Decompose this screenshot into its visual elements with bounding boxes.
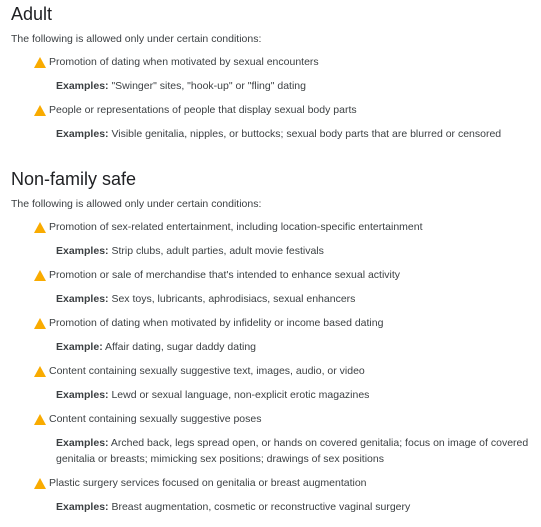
example-text bbox=[56, 126, 531, 142]
list-item bbox=[34, 268, 400, 282]
example-label: Examples: bbox=[56, 293, 109, 305]
example-text bbox=[56, 291, 531, 307]
example-text bbox=[56, 499, 531, 515]
example-label: Examples: bbox=[56, 437, 109, 449]
warning-icon bbox=[34, 414, 46, 425]
example-text bbox=[56, 339, 531, 355]
example-detail: Affair dating, sugar daddy dating bbox=[102, 341, 257, 353]
list-item bbox=[34, 220, 423, 234]
example-detail: Breast augmentation, cosmetic or reconstructive vaginal surgery bbox=[108, 501, 411, 513]
warning-icon bbox=[34, 105, 46, 116]
item-text: Promotion of dating when motivated by infidelity or income based dating bbox=[49, 317, 384, 329]
warning-icon bbox=[34, 222, 46, 233]
item-text: Promotion or sale of merchandise that's intended to enhance sexual activity bbox=[49, 269, 401, 281]
example-label: Examples: bbox=[56, 128, 109, 140]
example-label: Examples: bbox=[56, 389, 109, 401]
example-label: Examples: bbox=[56, 501, 109, 513]
list-item bbox=[34, 316, 383, 330]
warning-icon bbox=[34, 57, 46, 68]
example-detail: Strip clubs, adult parties, adult movie festivals bbox=[108, 245, 324, 257]
item-text: Content containing sexually suggestive text, images, audio, or video bbox=[49, 365, 365, 377]
warning-icon bbox=[34, 366, 46, 377]
example-detail: Arched back, legs spread open, or hands on covered genitalia; focus on image of covered genitalia or breasts; mimicking sex positions; drawings of sex positions bbox=[56, 437, 529, 465]
example-text bbox=[56, 435, 531, 467]
example-detail: Sex toys, lubricants, aphrodisiacs, sexual enhancers bbox=[108, 293, 356, 305]
list-item bbox=[34, 412, 261, 426]
example-detail: Lewd or sexual language, non-explicit erotic magazines bbox=[108, 389, 370, 401]
item-text: People or representations of people that display sexual body parts bbox=[49, 104, 357, 116]
warning-icon bbox=[34, 478, 46, 489]
example-label: Examples: bbox=[56, 245, 109, 257]
list-item bbox=[34, 364, 365, 378]
warning-icon bbox=[34, 318, 46, 329]
example-text bbox=[56, 78, 531, 94]
section-intro-adult: The following is allowed only under certain conditions: bbox=[11, 33, 262, 45]
section-title-adult: Adult bbox=[11, 4, 53, 24]
item-text: Promotion of dating when motivated by sexual encounters bbox=[49, 56, 319, 68]
list-item bbox=[34, 476, 367, 490]
example-detail: "Swinger" sites, "hook-up" or "fling" dating bbox=[108, 80, 306, 92]
list-item bbox=[34, 55, 319, 69]
example-label: Examples: bbox=[56, 80, 109, 92]
item-text: Content containing sexually suggestive poses bbox=[49, 413, 262, 425]
example-text bbox=[56, 243, 531, 259]
list-item bbox=[34, 103, 357, 117]
example-label: Example: bbox=[56, 341, 103, 353]
section-intro-non-family-safe: The following is allowed only under certain conditions: bbox=[11, 198, 262, 210]
warning-icon bbox=[34, 270, 46, 281]
section-title-non-family-safe: Non-family safe bbox=[11, 169, 137, 189]
item-text: Promotion of sex-related entertainment, including location-specific entertainment bbox=[49, 221, 423, 233]
item-text: Plastic surgery services focused on genitalia or breast augmentation bbox=[49, 477, 367, 489]
example-text bbox=[56, 387, 531, 403]
example-detail: Visible genitalia, nipples, or buttocks; sexual body parts that are blurred or censored bbox=[108, 128, 502, 140]
